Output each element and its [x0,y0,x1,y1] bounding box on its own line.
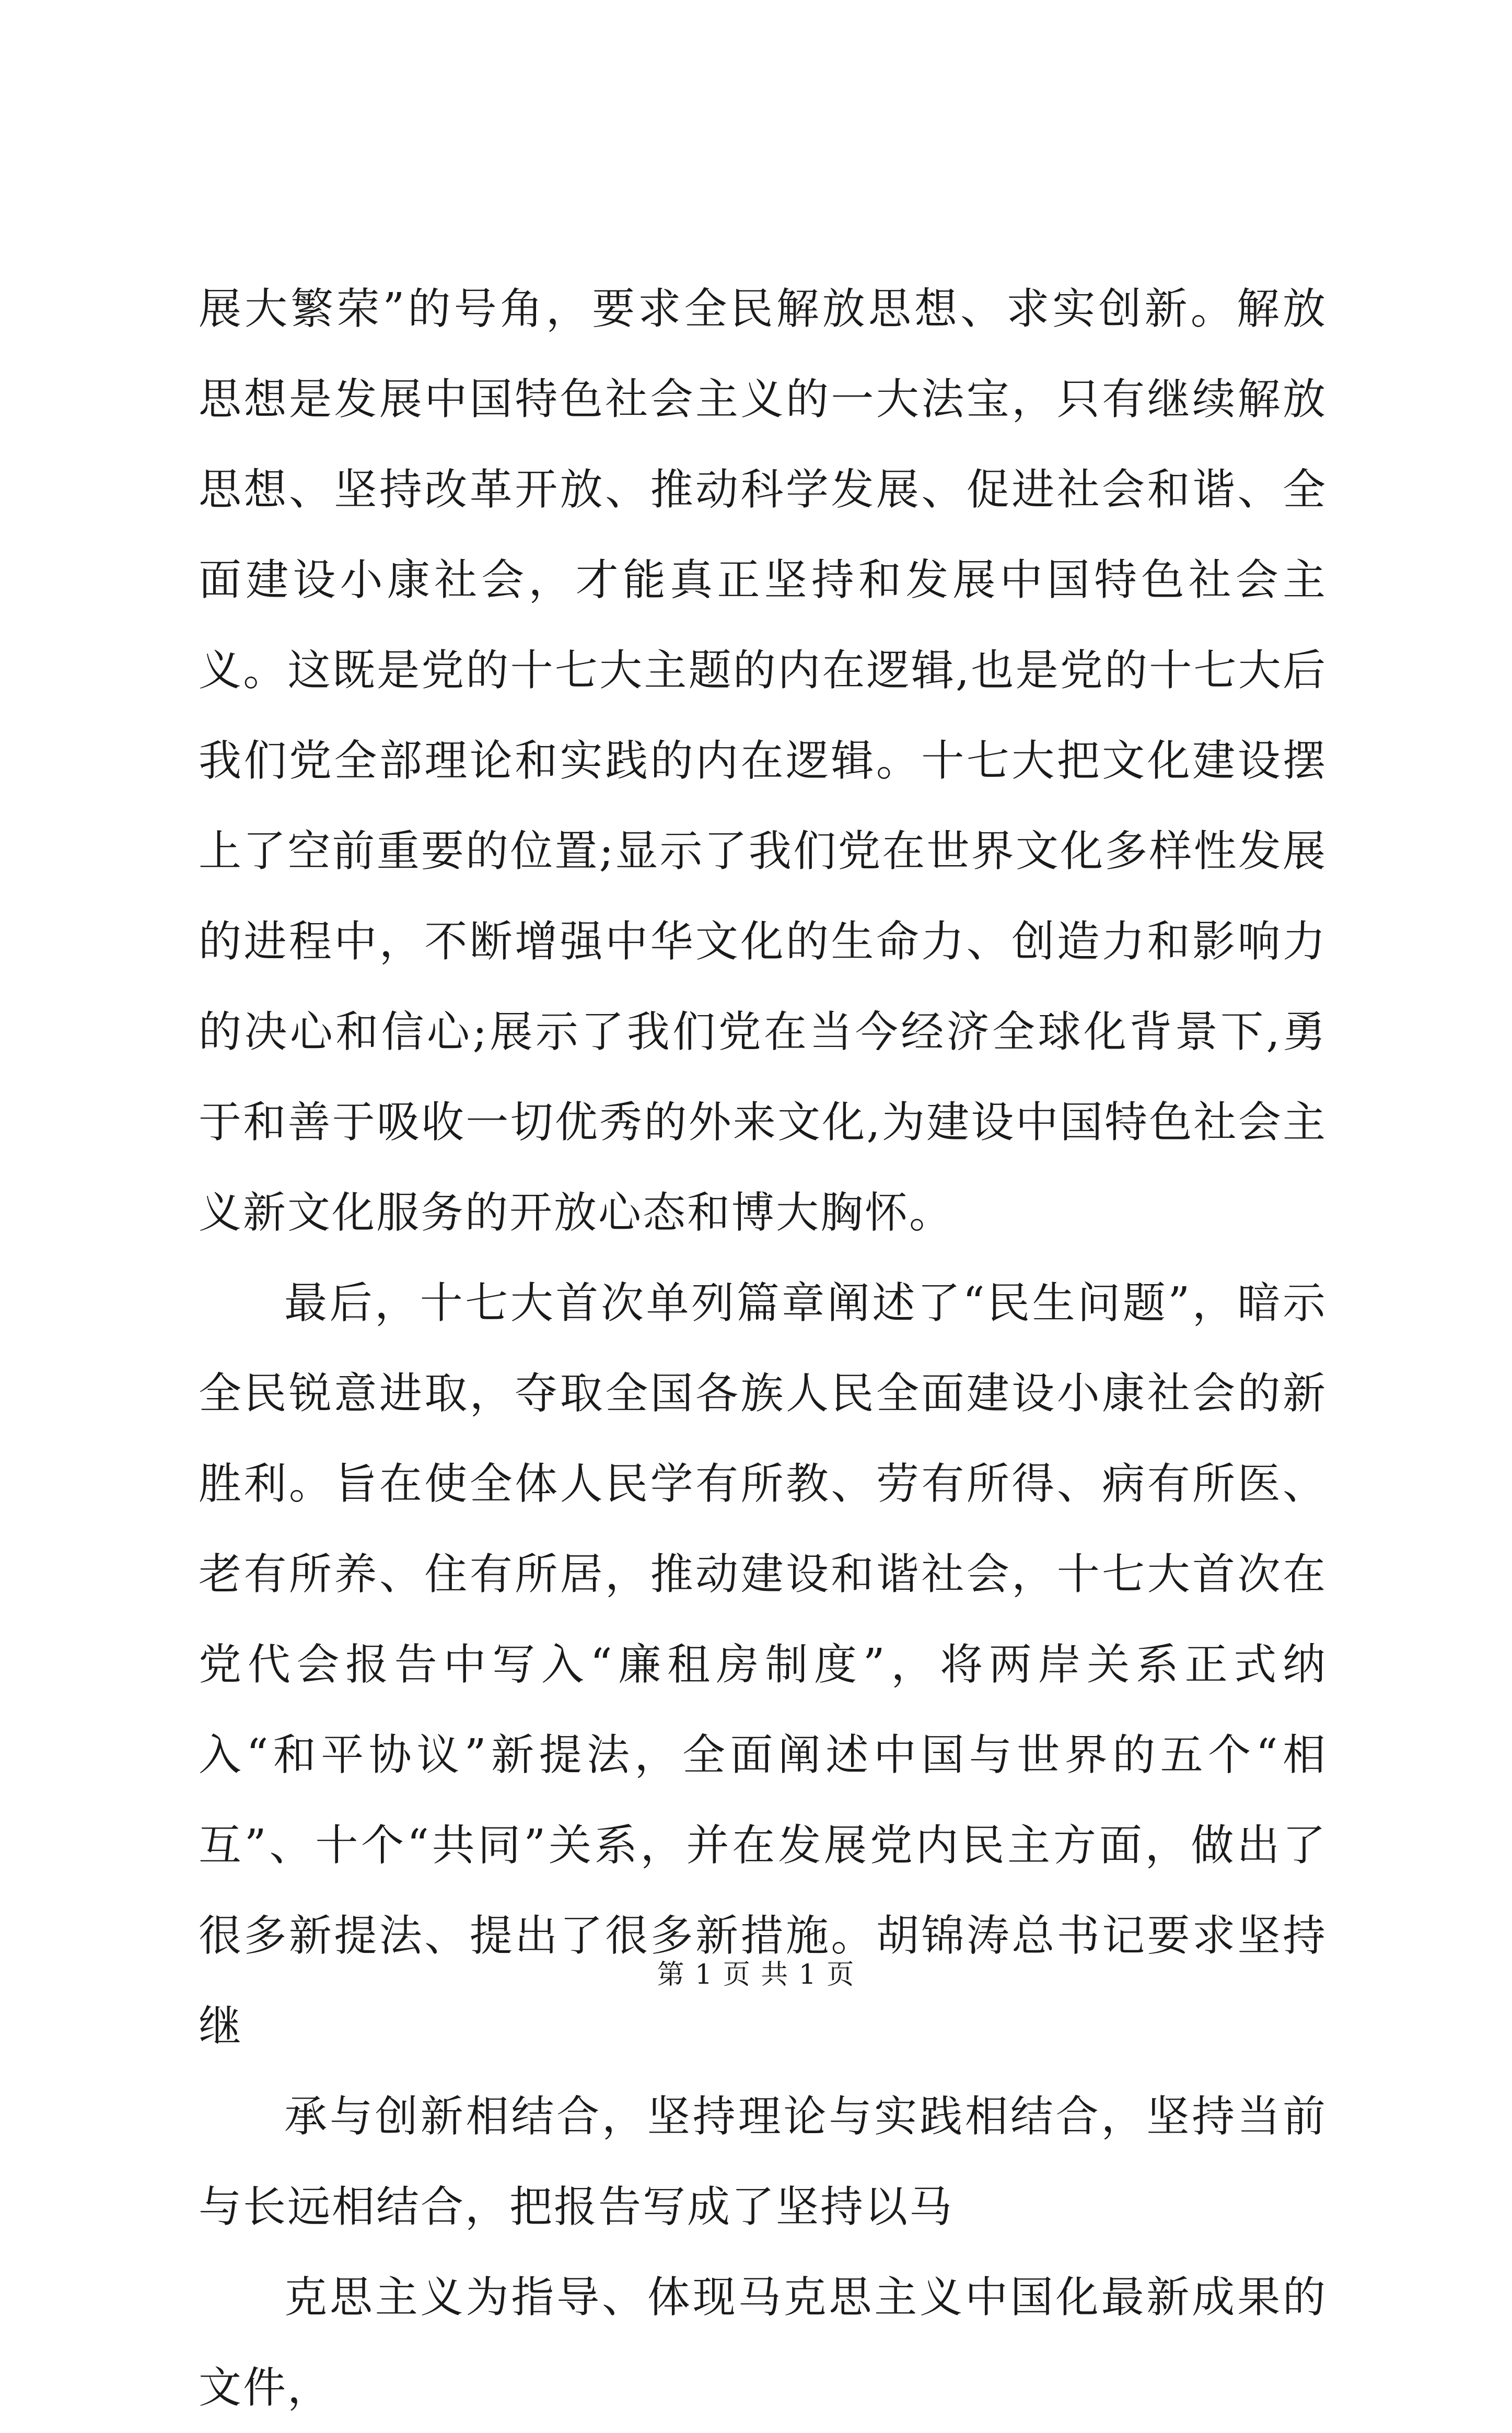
page-footer: 第 1 页 共 1 页 [657,1959,855,1990]
document-body [199,264,1327,2433]
paragraph-3: 承与创新相结合，坚持理论与实践相结合，坚持当前与长远相结合，把报告写成了坚持以马 [199,2092,1327,2232]
paragraph-2: 最后，十七大首次单列篇章阐述了“民生问题”，暗示全民锐意进取，夺取全国各族人民全面建设小康社会的新胜利。旨在使全体人民学有所教、劳有所得、病有所医、老有所养、住有所居，推动建设和谐社会，十七大首次在党代会报告中写入“廉租房制度”，将两岸关系正式纳入“和平协议”新提法，全面阐述中国与世界的五个“相互”、十个“共同”关系，并在发展党内民主方面，做出了很多新提法、提出了很多新措施。胡锦涛总书记要求坚持继 [199,1278,1327,2051]
paragraph-4: 克思主义为指导、体现马克思主义中国化最新成果的文件， [199,2273,1327,2413]
paragraph-1: 展大繁荣”的号角，要求全民解放思想、求实创新。解放思想是发展中国特色社会主义的一大法宝，只有继续解放思想、坚持改革开放、推动科学发展、促进社会和谐、全面建设小康社会，才能真正坚持和发展中国特色社会主义。这既是党的十七大主题的内在逻辑,也是党的十七大后我们党全部理论和实践的内在逻辑。十七大把文化建设摆上了空前重要的位置;显示了我们党在世界文化多样性发展的进程中，不断增强中华文化的生命力、创造力和影响力的决心和信心;展示了我们党在当今经济全球化背景下,勇于和善于吸收一切优秀的外来文化,为建设中国特色社会主义新文化服务的开放心态和博大胸怀。 [199,284,1327,1238]
